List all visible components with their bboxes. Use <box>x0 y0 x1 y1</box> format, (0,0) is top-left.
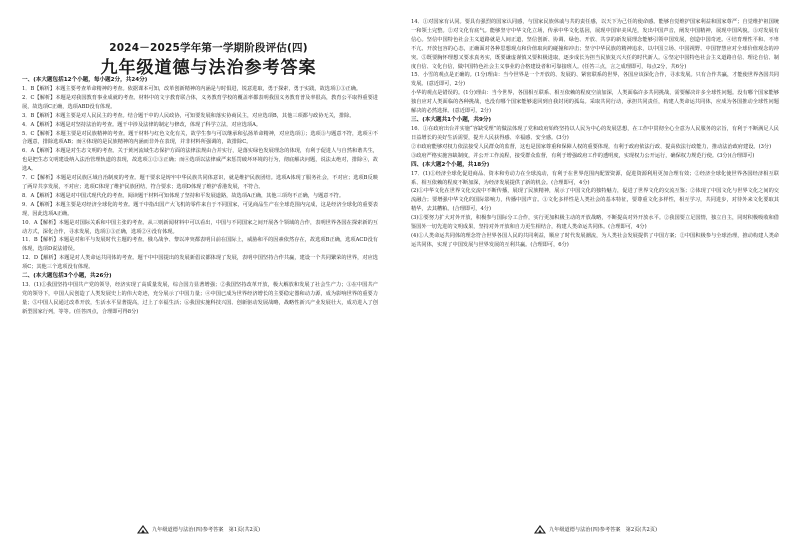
answer-item: 7．C【解析】本题是对民族区域自治制度的考查。题干要求是铸牢中华民族共同体意识，就是维护民族团结。选项A体现了服务社会，不对应；选项B反映了两岸共享发展，不对应；选项C体现了维护民族团结，符合要求；选项D体现了维护香港发展，不符合。 <box>22 175 378 190</box>
footer-text: 九年级道德与法治(四)参考答案 第1页(共2页) <box>151 527 261 533</box>
section-1-heading: 一、(本大题包括12个小题，每小题2分，共24分) <box>22 77 148 83</box>
publisher-logo-icon <box>137 525 149 534</box>
answer-item: 15．小雪的观点是正确的。(1分)理由：当今世界是一个开放的、发展的、紧密联系的世界，各国应该深化合作，寻求发展。只有合作共赢，才能使世界各国共同发展。(意近即可，2分) <box>411 72 779 88</box>
exam-title: 2024－2025学年第一学期阶段评估(四) <box>109 42 308 54</box>
answer-page-2 <box>397 0 794 543</box>
answer-item: 2．C【解析】本题是对我国教育事业成就的考查。材料中的文字教育联合体，义务教育学校的覆盖率都表明我国义务教育普及率很高，教育公平取得重要进展，故选项C正确，选项ABD没有体现。 <box>22 94 378 110</box>
answer-item: 1．B【解析】本题主要考查革命精神的考查。依据课本可知，改革创新精神的内涵是与时俱进，锐意进取，勇于探索，勇于实践，故选项①③正确。 <box>22 86 362 92</box>
section-3-heading: 三、(本大题共1个小题，共9分) <box>411 116 492 123</box>
answer-item: 14．①对国家有认同。要具有强烈的国家认同感，与国家民族休戚与共的责任感，以天下为己任的使命感。能够自觉维护国家利益和国家尊严；自觉维护祖国统一和领土完整。②对文化有底气。能够坚守中华文化立场，传承中华文化基因，展现中国审美风范，发出中国声音，阐发中国精神，展现中国风貌。③对发展有信心。坚信中国特色社会主义道路就是人间正道，坚信创新、协调、绿色、开放、共享的新发展理念能够引领中国发展，创造中国奇迹。④培育理性平和、不卑不亢、开放包容的心态，正确面对各种思想观点和价值取向的碰撞和冲击；坚守中华民族的精神追求，以中国立场、中国视野、中国智慧应对全球价值观念的冲突。⑤既要胸怀理想又要求真务实，既要谦虚谨慎又要积极进取，逐步成长为担当民族复兴大任的时代新人。⑥坚定中国特色社会主义道路自信、理论自信、制度自信、文化自信，做中国特色社会主义事业的合格建设者和可靠接班人。(任答三点，言之成理即可，每点2分，共6分) <box>411 19 779 70</box>
answer-key-title: 九年级道德与法治参考答案 <box>100 58 317 78</box>
answer-item: 6．A【解析】本题是对生态文明的考查。关于黄河流域生态保护方面的法律法规由合并实行，是落实绿色发展理念的体现，有利于促进人与自然和谐共生，也是把生态文明建设纳入法治管理轨道的表现，故选项①②③正确；而④选项以法律威严来惩罚破坏环境的行为，彻底解决问题，说法太绝对，排除④，故选A。 <box>22 148 378 173</box>
page-2-content <box>411 18 779 508</box>
answer-item: 13．(1)①我国坚持中国共产党的领导，经济实现了高质量发展，综合国力显著增强；②我国坚持改革开放，极大解放和发展了社会生产力；③在中国共产党的领导下，中国人民创造了人类发展史上的伟大奇迹，充分展示了中国力量；④中国已成为世界经济增长的主要稳定器和动力源，成为影响世界的重要力量；⑤中国人民通过改革开放，生活水平显著提高，过上了幸福生活；⑥我国实施科技兴国、创新驱动发展战略，战略性新兴产业发展壮大，成功进入了创新型国家行列，等等。(任答四点，合理即可得8分) <box>22 282 378 315</box>
answer-item: 11．B【解析】本题是对和平与发展时代主题的考查。俄乌战争、黎以冲突都表明目前在国际上，威胁和平的因素依然存在，故选项B正确，选项ACD没有体现，选项D说法错误。 <box>22 237 378 253</box>
answer-item: 9．A【解析】本题主要是对经济全球化的考查。题干中指出国产大飞机的零件来自于不同国家，可见商品生产在全球范围内完成，这是经济全球化的重要表现，因此选项A正确。 <box>22 201 378 217</box>
answer-item: 3．B【解析】本题主要是对人民民主的考查。结合题干中的人民政协，可知要发展和落实协商民主，对应选项B，其他三项都与政协无关，排除。 <box>22 112 355 119</box>
page-footer <box>397 525 794 535</box>
answer-item: 12．D【解析】本题是对人类命运共同体的考查。题干中中国提出的发展新倡议都体现了发展，表明中国坚持合作共赢，建设一个共同繁荣的世界，对应选项C；其他三个选项没有体现。 <box>22 255 378 271</box>
publisher-logo-icon <box>534 525 546 534</box>
section-2-heading: 二、(本大题包括3个小题，共26分) <box>22 273 112 280</box>
answer-item: 17．(1)①经济全球化促进商品、资本和劳动力在全球流动，有利于在世界范围内配置资源，促进资源利用更加合理有效；②经济全球化使世界各国经济相互联系、相互依赖的程度不断加深，为经济发展提供了新的机会。(合理即可，4分) (2)①中华文化在世界文化交流中不断传播，展现了民族精神，展示了中国文化的独特魅力，促进了世界文化的交流互鉴；②体现了中国文化与世界文化之间的交流融合；要增强中华文化的国际影响力，传播中国声音。③文化多样性是人类社会的基本特征，要尊重文化多样性，相互学习，共同进步，对待外来文化要取其精华，去其糟粕。(合理即可，4分) (3)①要努力扩大对外开放，积极参与国际分工合作，实行更加积极主动的开放战略，不断提高对外开放水平。②我国要立足国情，独立自主，同时积极吸收和借鉴国外一切先进的文明成果，坚持对外开放和自力更生相结合，构建人类命运共同体。(合理即可，4分) (4)①人类命运共同体的理念符合世界各国人民的共同利益，顺应了时代发展潮流，为人类社会发展提供了中国方案；②中国积极参与全球治理，推动构建人类命运共同体，实现了中国发展与世界发展的互利共赢。(合理即可，6分) <box>411 170 779 248</box>
answer-item: 10．A【解析】本题是对国际关系和中国主张的考查。从三则新闻材料中可以看出，中国与不同国家之间开展各个领域的合作，表明世界各国在探索新的互动方式，深化合作，寻求发展，选项①③正确，选项②④没有体现。 <box>22 219 378 235</box>
answer-item: 16．①在政府出台并实施“容缺受理”的做法体现了党和政府始终坚持以人民为中心的发展思想，在工作中贯彻全心全意为人民服务的宗旨，有利于不断满足人民日益增长的美好生活需要，提升人民获得感、幸福感、安全感。(3分) ②市政府能够对权力依法接受人民群众的监督，这也是国家尊重和保障人权的重要体现，有利于政府依法行政、提高依法行政能力，推动法治政府建设。(3分) ③政府严格实施容缺制度，并公开工作流程，接受群众监督，有利于增强政府工作的透明度，实现权力公开运行，确保权力规范行使。(3分)(合理即可) <box>411 125 779 159</box>
footer-text: 九年级道德与法治(四)参考答案 第2页(共2页) <box>548 527 658 533</box>
section-4-heading: 四、(本大题2个小题，共18分) <box>411 161 490 168</box>
answer-item: 4．A【解析】本题是对坚持法治的考查。题干中涉及法律的制定与修改，体现了科学立法，对应选项A。 <box>22 121 262 128</box>
answer-item: 8．A【解析】本题是对中国式现代化的考查。阅读题干材料可知体现了坚持和平发展道路，故选项A正确，其他三项均不正确，与题意不符。 <box>22 192 345 199</box>
answer-item: 5．C【解析】本题主要是对民族精神的考查。题干材料与红色文化有关，故学生参与可以继承和弘扬革命精神，对应选项①；选项③与题意不符，选项④不合题意，排除选项AB；而④体现的是民族精神的内涵而非外在表现，并非材料所强调的，故排除C。 <box>22 130 378 146</box>
page-1-content <box>22 76 378 506</box>
page-footer <box>0 525 397 535</box>
answer-item: 小华的观点是错误的。(1分)理由：当今世界，各国相互联系、相互依赖的程度空前加深，人类面临许多共同挑战，需要解决许多全球性问题。没有哪个国家能够独自应对人类面临的各种挑战，也没有哪个国家能够退回到自我封闭的孤岛。采取共同行动，承担共同责任，构建人类命运共同体，应成为各国推动全球性问题解决的必然选择。(意近即可，2分) <box>411 90 779 115</box>
